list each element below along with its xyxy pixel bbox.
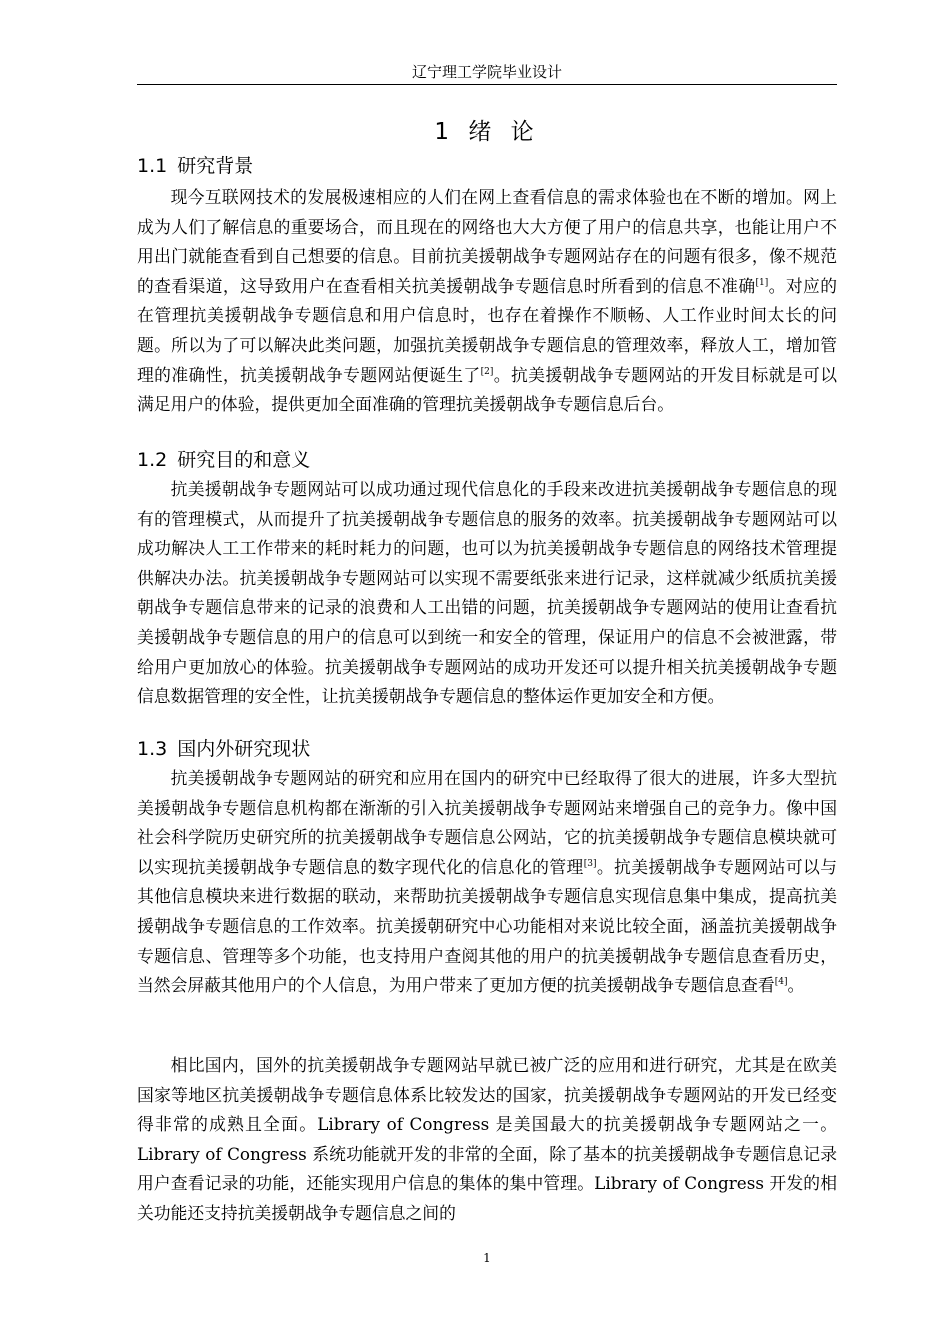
section-heading-1-1	[137, 152, 837, 180]
section-heading-1-3	[137, 735, 837, 763]
section-number: 1.2	[137, 449, 168, 471]
paragraph-research-background: 现今互联网技术的发展极速相应的人们在网上查看信息的需求体验也在不断的增加。网上成为人们了解信息的重要场合，而且现在的网络也大大方便了用户的信息共享，也能让用户不用出门就能查看到自己想要的信息。目前抗美援朝战争专题网站存在的问题有很多，像不规范的查看渠道，这导致用户在查看相关抗美援朝战争专题信息时所看到的信息不准确[1]。对应的在管理抗美援朝战争专题信息和用户信息时，也存在着操作不顺畅、人工作业时间太长的问题。所以为了可以解决此类问题，加强抗美援朝战争专题信息的管理效率，释放人工，增加管理的准确性，抗美援朝战争专题网站便诞生了[2]。抗美援朝战争专题网站的开发目标就是可以满足用户的体验，提供更加全面准确的管理抗美援朝战争专题信息后台。	[137, 187, 837, 415]
citation-ref: [3]	[583, 858, 597, 869]
section-number: 1.1	[137, 155, 168, 177]
section-title: 国内外研究现状	[177, 738, 311, 760]
citation-ref: [2]	[480, 366, 494, 377]
paragraph-domestic-research: 抗美援朝战争专题网站的研究和应用在国内的研究中已经取得了很大的进展，许多大型抗美援朝战争专题信息机构都在渐渐的引入抗美援朝战争专题网站来增强自己的竞争力。像中国社会科学院历史研究所的抗美援朝战争专题信息公网站，它的抗美援朝战争专题信息模块就可以实现抗美援朝战争专题信息的数字现代化的信息化的管理[3]。抗美援朝战争专题网站可以与其他信息模块来进行数据的联动，来帮助抗美援朝战争专题信息实现信息集中集成，提高抗美援朝战争专题信息的工作效率。抗美援朝研究中心功能相对来说比较全面，涵盖抗美援朝战争专题信息、管理等多个功能，也支持用户查阅其他的用户的抗美援朝战争专题信息查看历史，当然会屏蔽其他用户的个人信息，为用户带来了更加方便的抗美援朝战争专题信息查看[4]。	[137, 768, 837, 996]
section-title: 研究目的和意义	[177, 449, 311, 471]
paragraph-foreign-research: 相比国内，国外的抗美援朝战争专题网站早就已被广泛的应用和进行研究，尤其是在欧美国家等地区抗美援朝战争专题信息体系比较发达的国家，抗美援朝战争专题网站的开发已经变得非常的成熟且全面。Library of Congress 是美国最大的抗美援朝战争专题网站之一。Library of Congress 系统功能就开发的非常的全面，除了基本的抗美援朝战争专题信息记录用户查看记录的功能，还能实现用户信息的集体的集中管理。Library of Congress 开发的相关功能还支持抗美援朝战争专题信息之间的	[137, 1055, 837, 1223]
chapter-title: 绪 论	[468, 119, 540, 145]
citation-ref: [4]	[774, 977, 788, 988]
chapter-number: 1	[434, 119, 455, 145]
page-header: 辽宁理工学院毕业设计	[137, 62, 837, 85]
paragraph-purpose-significance: 抗美援朝战争专题网站可以成功通过现代信息化的手段来改进抗美援朝战争专题信息的现有的管理模式，从而提升了抗美援朝战争专题信息的服务的效率。抗美援朝战争专题网站可以成功解决人工工作带来的耗时耗力的问题，也可以为抗美援朝战争专题信息的网络技术管理提供解决办法。抗美援朝战争专题网站可以实现不需要纸张来进行记录，这样就减少纸质抗美援朝战争专题信息带来的记录的浪费和人工出错的问题，抗美援朝战争专题网站的使用让查看抗美援朝战争专题信息的用户的信息可以到统一和安全的管理，保证用户的信息不会被泄露，带给用户更加放心的体验。抗美援朝战争专题网站的成功开发还可以提升相关抗美援朝战争专题信息数据管理的安全性，让抗美援朝战争专题信息的整体运作更加安全和方便。	[137, 479, 837, 707]
section-heading-1-2	[137, 446, 837, 474]
citation-ref: [1]	[755, 277, 769, 288]
section-number: 1.3	[137, 738, 168, 760]
section-title: 研究背景	[177, 155, 254, 177]
page-number: 1	[483, 1251, 491, 1265]
chapter-heading	[137, 116, 837, 148]
